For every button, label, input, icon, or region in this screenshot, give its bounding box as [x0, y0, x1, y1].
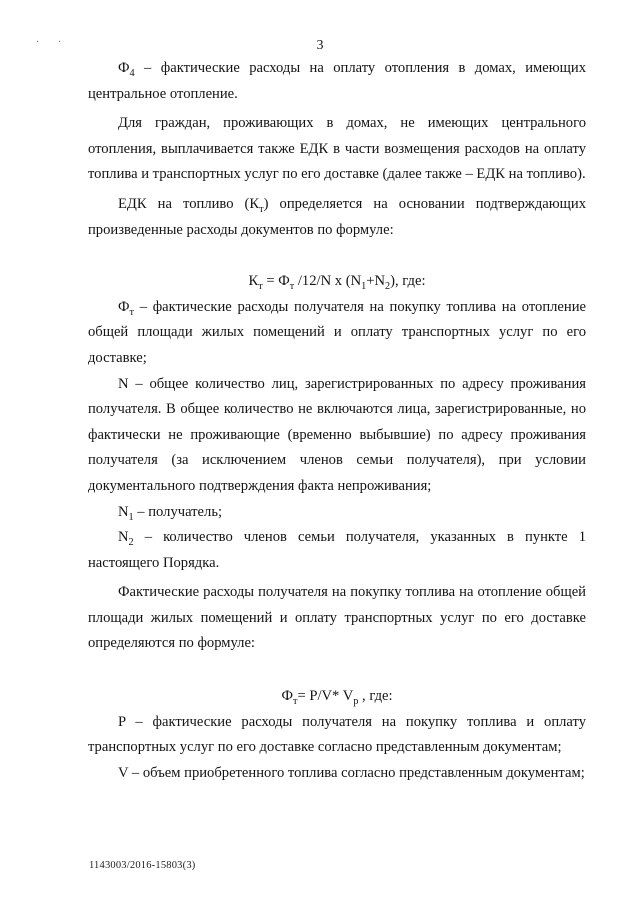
paragraph-p-definition: P – фактические расходы получателя на покупку топлива и оплату транспортных услуг по его доставке согласно представленным документам; [88, 713, 586, 756]
paragraph-n2-definition: $N_2$ – количество членов семьи получателя, указанных в пункте 1 настоящего Порядка. [88, 529, 586, 571]
paragraph-phit-definition: $Ф_т$ – фактические расходы получателя на покупку топлива на отопление общей площади жилых помещений и оплату транспортных услуг по его доставке; [88, 298, 586, 366]
paragraph-n-definition: N – общее количество лиц, зарегистрированных по адресу проживания получателя. В общее количество не включаются лица, зарегистрированные, но фактически не проживающие (временно выбывшие) по адресу проживания получателя (за исключением членов семьи получателя), при условии документального подтверждения факта непроживания; [88, 375, 586, 494]
document-id: 1143003/2016-15803(3) [89, 860, 196, 871]
paragraph-n1-definition: $N_1$ – получатель; [118, 503, 223, 523]
formula-kt: $К_т = Ф_т$ /12/N x $(N_1+N_2)$, где: [248, 273, 426, 293]
paragraph-phi4-definition: $Ф_4$ – фактические расходы на оплату отопления в домах, имеющих центральное отопление. [88, 60, 586, 102]
formula-phit: $Ф_т= P/V*$ $V_p$ , где: [281, 688, 393, 707]
paragraph-actual-expenses: Фактические расходы получателя на покупку топлива на отопление общей площади жилых помещений и оплату транспортных услуг по его доставке определяются по формуле: [88, 584, 586, 652]
document-body [88, 56, 586, 786]
scan-mark: · [58, 37, 62, 48]
scan-mark: · [36, 37, 40, 48]
paragraph-v-definition: V – объем приобретенного топлива согласно представленным документам; [118, 764, 585, 781]
paragraph-edk-fuel-basis: ЕДК на топливо $(К_т)$ определяется на основании подтверждающих произведенные расходы документов по формуле: [88, 195, 586, 238]
paragraph-edk-fuel-intro: Для граждан, проживающих в домах, не имеющих центрального отопления, выплачивается также ЕДК в части возмещения расходов на оплату топлива и транспортных услуг по его доставке (далее также – ЕДК на топливо). [88, 115, 586, 183]
page-number: 3 [316, 38, 324, 53]
